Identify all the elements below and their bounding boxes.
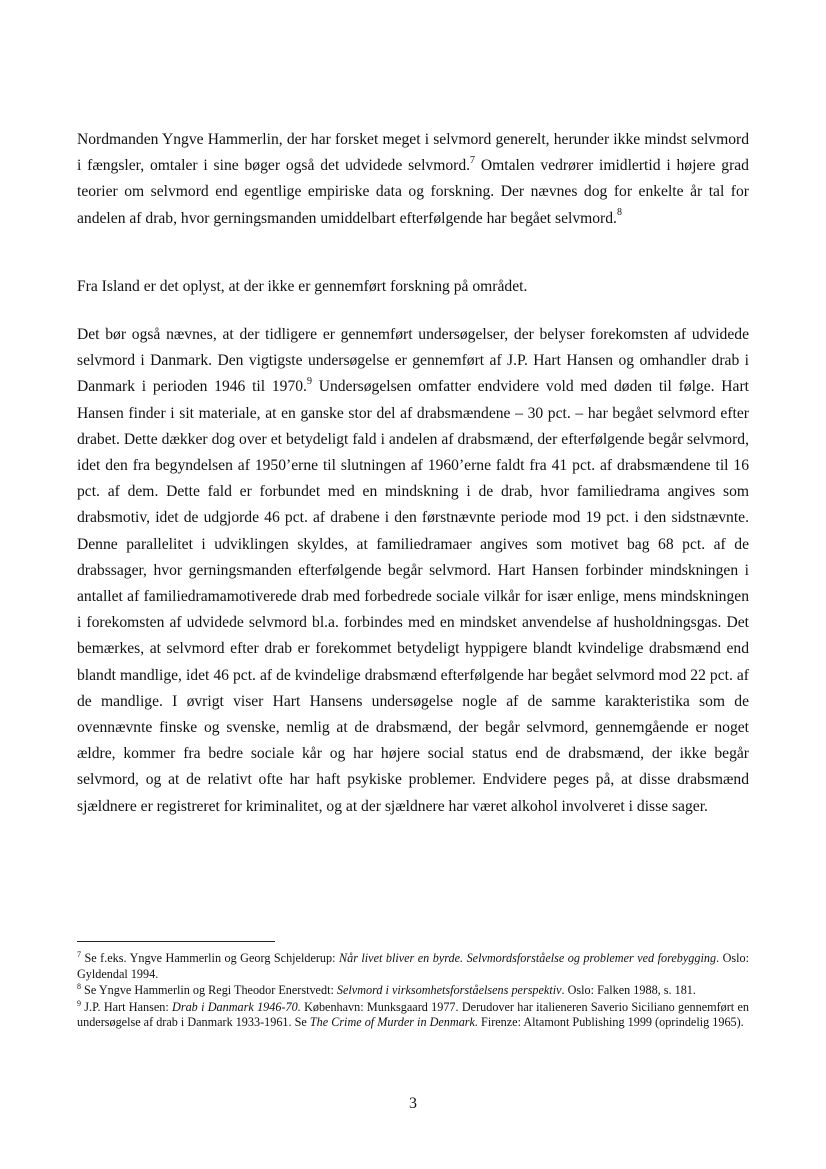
footnote-title: Når livet bliver en byrde. Selvmordsforståelse og problemer ved forebygging <box>338 951 717 965</box>
footnote-text: . Oslo: Gyldendal 1994. <box>77 951 749 981</box>
footnote-number: 8 <box>77 982 81 992</box>
footnote-9 <box>77 1000 749 1031</box>
footnote-ref-9[interactable]: 9 <box>306 376 312 388</box>
paragraph-text: Fra Island er det oplyst, at der ikke er gennemført forskning på området. <box>77 278 528 295</box>
paragraph-text: Omtalen vedrører imidlertid i højere grad teorier om selvmord end egentlige empiriske data og forskning. Der nævnes dog for enkelte år tal for andelen af drab, hvor gerningsmanden umiddelbart efterfølgende har begået selvmord. <box>77 157 749 227</box>
footnote-text: Firenze: Altamont Publishing 1999 (oprindelig 1965). <box>478 1015 744 1030</box>
footnote-ref-8[interactable]: 8 <box>616 207 622 219</box>
footnote-ref-7[interactable]: 7 <box>470 155 476 167</box>
paragraph-denmark <box>77 322 749 820</box>
paragraph-iceland <box>77 274 749 300</box>
footnote-title: Selvmord i virksomhetsforståelsens perspektiv <box>336 983 562 998</box>
footnote-text: Se Yngve Hammerlin og Regi Theodor Enerstvedt: <box>81 983 337 998</box>
footnote-text: . Oslo: Falken 1988, s. 181. <box>561 983 696 998</box>
paragraph-text: Undersøgelsen omfatter endvidere vold med døden til følge. Hart Hansen finder i sit materiale, at en ganske stor del af drabsmændene – 30 pct. – har begået selvmord efter drabet. Dette dækker dog over et betydeligt fald i andelen af drabsmænd, der efterfølgende begår selvmord, idet den fra begyndelsen af 1950’erne til slutningen af 1960’erne faldt fra 41 pct. af drabsmændene til 16 pct. af dem. Dette fald er forbundet med en mindskning i de drab, hvor familiedrama angives som drabsmotiv, idet de udgjorde 46 pct. af drabene i den førstnævnte periode mod 19 pct. i den sidstnævnte. Denne parallelitet i udviklingen skyldes, at familiedramaer angives som motivet bag 68 pct. af de drabssager, hvor gerningsmanden efterfølgende begår selvmord. Hart Hansen forbinder mindskningen i antallet af familiedramamotiverede drab med forbedrede sociale vilkår for især enlige, mens mindskningen i forekomsten af udvidede selvmord bl.a. forbindes med en mindsket anvendelse af husholdningsgas. Det bemærkes, at selvmord efter drab er forekommet betydeligt hyppigere blandt kvindelige drabsmænd end blandt mandlige, idet 46 pct. af de kvindelige drabsmænd efterfølgende har begået selvmord mod 22 pct. af de mandlige. I øvrigt viser Hart Hansens undersøgelse nogle af de samme karakteristika som de ovennævnte finske og svenske, nemlig at de drabsmænd, der begår selvmord, gennemgående er noget ældre, kommer fra bedre sociale kår og har højere social status end de drabsmænd, der ikke begår selvmord, og at de relativt ofte har haft psykiske problemer. Endvidere peges på, at disse drabsmænd sjældnere er registreret for kriminalitet, og at der sjældnere har været alkohol involveret i disse sager. <box>77 378 749 815</box>
paragraph-text: Det bør også nævnes, at der tidligere er gennemført undersøgelser, der belyser forekomsten af udvidede selvmord i Danmark. Den vigtigste undersøgelse er gennemført af J.P. Hart Hansen og omhandler drab i Danmark i perioden 1946 til 1970. <box>77 326 749 396</box>
footnote-7 <box>77 951 749 982</box>
footnotes <box>77 951 749 1032</box>
footnote-number: 7 <box>77 949 81 959</box>
footnote-number: 9 <box>77 998 81 1008</box>
footnote-8 <box>77 983 749 999</box>
footnote-title: Drab i Danmark 1946-70. <box>172 999 301 1014</box>
page-number: 3 <box>409 1095 417 1112</box>
footnote-title: The Crime of Murder in Denmark. <box>309 1015 478 1030</box>
footnote-text: Se f.eks. Yngve Hammerlin og Georg Schjelderup: <box>81 951 339 965</box>
paragraph-norway <box>77 127 749 232</box>
footnote-text: J.P. Hart Hansen: <box>81 999 173 1014</box>
footnote-text: København: Munksgaard 1977. Derudover har italieneren Saverio Siciliano gennemført en undersøgelse af drab i Danmark 1933-1961. Se <box>77 999 749 1030</box>
paragraph-text: Nordmanden Yngve Hammerlin, der har forsket meget i selvmord generelt, herunder ikke mindst selvmord i fængsler, omtaler i sine bøger også det udvidede selvmord. <box>77 131 749 175</box>
footnote-divider <box>77 941 275 942</box>
